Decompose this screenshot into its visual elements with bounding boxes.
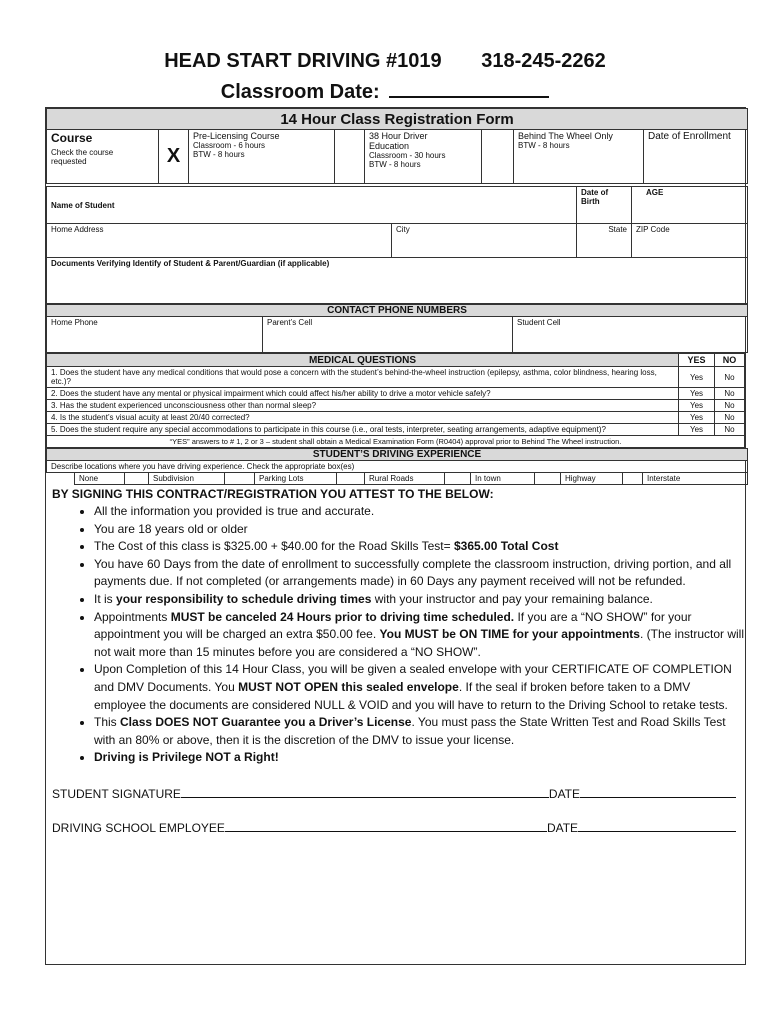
medical-question: 2. Does the student have any mental or physical impairment which could affect his/her ability to drive a motor vehicle safely? (47, 388, 679, 400)
student-signature-label: STUDENT SIGNATURE (52, 786, 181, 801)
experience-option-highway: Highway (561, 473, 623, 485)
experience-option-interstate: Interstate (643, 473, 748, 485)
registration-form (45, 107, 746, 965)
medical-question: 3. Has the student experienced unconsciousness other than normal sleep? (47, 400, 679, 412)
date-of-enrollment-label: Date of Enrollment (648, 131, 731, 142)
employee-date-field[interactable] (578, 819, 736, 832)
course-table (46, 108, 748, 184)
no-option[interactable]: No (715, 388, 745, 400)
course-option-detail: BTW - 8 hours (518, 141, 570, 150)
list-item: • This Class DOES NOT Guarantee you a Driver’s License. You must pass the State Written Test and Road Skills Test with an 80% or above, then it is the discretion of the DMV to issue your license. (94, 714, 745, 749)
yes-option[interactable]: Yes (679, 388, 715, 400)
no-option[interactable]: No (715, 424, 745, 436)
course-option-name: Pre-Licensing Course (193, 131, 280, 141)
contract-heading: BY SIGNING THIS CONTRACT/REGISTRATION YOU ATTEST TO THE BELOW: (52, 487, 494, 501)
yes-option[interactable]: Yes (679, 400, 715, 412)
student-date-label: DATE (548, 786, 581, 801)
parent-cell-field[interactable]: Parent’s Cell (263, 317, 513, 353)
student-signature-row (46, 785, 745, 801)
contract-section (46, 485, 745, 835)
no-header: NO (715, 354, 745, 367)
school-phone: 318-245-2262 (481, 50, 606, 72)
course-option-prelicensing (189, 130, 335, 184)
dob-field[interactable]: Date of Birth (577, 187, 632, 224)
medical-note: “YES” answers to # 1, 2 or 3 – student shall obtain a Medical Examination Form (R0404) approval prior to Behind The Wheel instruction. (47, 436, 745, 448)
student-info-table (46, 186, 748, 304)
course-checkbox-btw[interactable] (482, 130, 514, 184)
course-option-name: Behind The Wheel Only (518, 131, 613, 141)
medical-section-title: MEDICAL QUESTIONS (47, 354, 679, 367)
employee-signature-row (46, 819, 745, 835)
phone-table (46, 304, 748, 353)
list-item: • The Cost of this class is $325.00 + $40.00 for the Road Skills Test= $365.00 Total Cost (94, 538, 745, 556)
phone-section-title: CONTACT PHONE NUMBERS (47, 305, 748, 317)
classroom-date-label: Classroom Date: (220, 81, 380, 103)
course-option-38hour (365, 130, 482, 184)
experience-option-none: None (75, 473, 125, 485)
form-title: 14 Hour Class Registration Form (47, 109, 748, 130)
course-label-cell (47, 130, 159, 184)
experience-option-rural-roads: Rural Roads (365, 473, 445, 485)
course-option-detail: Classroom - 6 hours (193, 141, 266, 150)
course-label: Course (51, 131, 93, 145)
no-option[interactable]: No (715, 412, 745, 424)
list-item: • You are 18 years old or older (94, 521, 745, 539)
classroom-date (0, 80, 770, 104)
date-of-enrollment-field[interactable] (644, 130, 748, 184)
course-option-btw (514, 130, 644, 184)
experience-option-in-town: In town (471, 473, 535, 485)
course-option-detail: Classroom - 30 hours (369, 151, 446, 160)
experience-prompt: Describe locations where you have driving experience. Check the appropriate box(es) (47, 461, 748, 473)
student-signature-field[interactable] (181, 785, 549, 798)
medical-question: 4. Is the student’s visual acuity at least 20/40 corrected? (47, 412, 679, 424)
list-item: • Appointments MUST be canceled 24 Hours prior to driving time scheduled. If you are a “NO SHOW” for your appointment you will be charged an extra $50.00 fee. You MUST be ON TIME for your appointments. (The instructor will not wait more than 15 minutes before you are considered a “NO SHOW”. (94, 609, 745, 662)
yes-option[interactable]: Yes (679, 424, 715, 436)
course-checkbox-prelicensing[interactable]: X (159, 130, 189, 184)
yes-option[interactable]: Yes (679, 412, 715, 424)
experience-checkbox-in-town[interactable] (535, 473, 561, 485)
city-field[interactable]: City (392, 224, 577, 258)
course-sublabel: Check the course requested (51, 148, 114, 166)
no-option[interactable]: No (715, 400, 745, 412)
course-option-name: Education (369, 141, 410, 151)
age-field[interactable]: AGE (632, 187, 748, 224)
medical-table (46, 353, 745, 448)
yes-header: YES (679, 354, 715, 367)
student-date-field[interactable] (580, 785, 736, 798)
classroom-date-field[interactable] (389, 80, 549, 98)
medical-question: 5. Does the student require any special accommodations to participate in this course (i.e., oral tests, interpreter, seating arrangements, adaptive equipment)? (47, 424, 679, 436)
no-option[interactable]: No (715, 367, 745, 388)
course-option-name: 38 Hour Driver (369, 131, 428, 141)
medical-question: 1. Does the student have any medical conditions that would pose a concern with the student’s behind-the-wheel instruction (epilepsy, asthma, color blindness, hearing loss, etc.)? (47, 367, 679, 388)
experience-option-subdivision: Subdivision (149, 473, 225, 485)
documents-field[interactable]: Documents Verifying Identify of Student & Parent/Guardian (if applicable) (47, 258, 748, 304)
list-item: • Upon Completion of this 14 Hour Class, you will be given a sealed envelope with your CERTIFICATE OF COMPLETION and DMV Documents. You MUST NOT OPEN this sealed envelope. If the seal if broken before taken to a DMV employee the documents are considered NULL & VOID and you will have to return to the Driving School to retake tests. (94, 661, 745, 714)
experience-checkbox-highway[interactable] (623, 473, 643, 485)
experience-checkbox-none[interactable] (125, 473, 149, 485)
experience-checkbox-subdivision[interactable] (225, 473, 255, 485)
home-phone-field[interactable]: Home Phone (47, 317, 263, 353)
course-option-detail: BTW - 8 hours (369, 160, 421, 169)
list-item: • Driving is Privilege NOT a Right! (94, 749, 745, 767)
zip-field[interactable]: ZIP Code (632, 224, 748, 258)
list-item: • You have 60 Days from the date of enrollment to successfully complete the classroom instruction, driving portion, and all payments due. If not completed (or arrangements made) in 60 Days any payment received will not be refunded. (94, 556, 745, 591)
experience-checkbox-parking-lots[interactable] (337, 473, 365, 485)
experience-table (46, 448, 748, 485)
experience-checkbox-rural-roads[interactable] (445, 473, 471, 485)
experience-option-parking-lots: Parking Lots (255, 473, 337, 485)
student-cell-field[interactable]: Student Cell (513, 317, 748, 353)
school-name: HEAD START DRIVING #1019 (164, 50, 442, 72)
course-option-detail: BTW - 8 hours (193, 150, 245, 159)
state-field[interactable]: State (577, 224, 632, 258)
employee-date-label: DATE (546, 820, 579, 835)
yes-option[interactable]: Yes (679, 367, 715, 388)
course-checkbox-38hour[interactable] (335, 130, 365, 184)
home-address-field[interactable]: Home Address (47, 224, 392, 258)
employee-signature-label: DRIVING SCHOOL EMPLOYEE (52, 820, 225, 835)
contract-terms (46, 503, 745, 767)
list-item: • All the information you provided is true and accurate. (94, 503, 745, 521)
student-name-field[interactable]: Name of Student (47, 187, 577, 224)
list-item: • It is your responsibility to schedule driving times with your instructor and pay your remaining balance. (94, 591, 745, 609)
school-header (0, 50, 770, 73)
employee-signature-field[interactable] (225, 819, 547, 832)
experience-section-title: STUDENT’S DRIVING EXPERIENCE (47, 449, 748, 461)
